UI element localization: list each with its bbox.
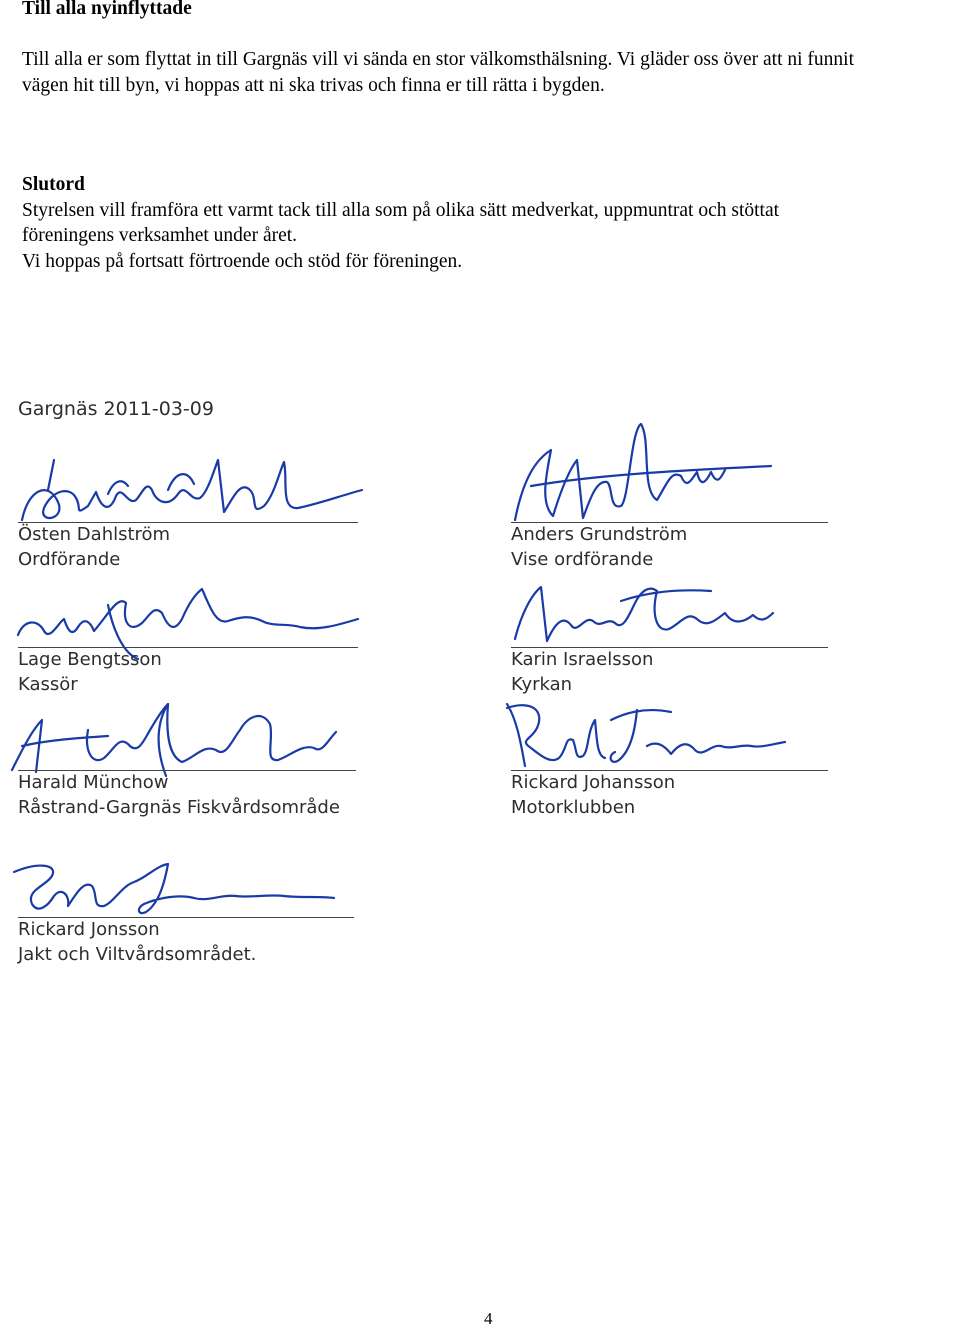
signer-role: Vise ordförande <box>511 549 654 570</box>
signature-block <box>511 450 828 575</box>
signature-block <box>511 575 828 700</box>
signer-role: Råstrand-Gargnäs Fiskvårdsområde <box>18 797 340 818</box>
handwritten-signature-icon <box>511 575 831 655</box>
signer-name: Harald Münchow <box>18 772 169 793</box>
signer-role: Kassör <box>18 674 78 695</box>
signature-line <box>18 770 356 771</box>
signature-line <box>511 770 828 771</box>
closing-line-3: Vi hoppas på fortsatt förtroende och stöd för föreningen. <box>22 250 463 272</box>
signer-name: Lage Bengtsson <box>18 649 162 670</box>
page-number: 4 <box>484 1309 493 1328</box>
handwritten-signature-icon <box>511 420 831 500</box>
welcome-paragraph <box>22 47 854 98</box>
signer-role: Ordförande <box>18 549 121 570</box>
closing-line-2: föreningens verksamhet under året. <box>22 225 298 246</box>
signature-block <box>18 575 358 700</box>
handwritten-signature-icon <box>18 450 378 530</box>
signer-name: Rickard Johansson <box>511 772 676 793</box>
signature-line <box>511 647 828 648</box>
place-date: Gargnäs 2011-03-09 <box>18 398 214 420</box>
signature-line <box>18 917 354 918</box>
closing-paragraph <box>22 172 779 274</box>
section-heading-closing: Slutord <box>22 174 85 195</box>
handwritten-signature-icon <box>18 700 378 780</box>
signature-line <box>18 522 358 523</box>
signer-name: Karin Israelsson <box>511 649 654 670</box>
signer-role: Jakt och Viltvårdsområdet. <box>18 944 257 965</box>
handwritten-signature-icon <box>18 846 378 926</box>
signature-block <box>511 700 828 825</box>
welcome-line-1: Till alla er som flyttat in till Gargnäs vill vi sända en stor välkomsthälsning. Vi gläder oss över att ni funnit <box>22 49 854 70</box>
closing-line-1: Styrelsen vill framföra ett varmt tack till alla som på olika sätt medverkat, uppmuntrat och stöttat <box>22 199 780 221</box>
handwritten-signature-icon <box>18 575 378 655</box>
signer-role: Motorklubben <box>511 797 636 818</box>
signature-block <box>18 846 354 971</box>
signature-block <box>18 450 358 575</box>
signer-role: Kyrkan <box>511 674 573 695</box>
signature-line <box>511 522 828 523</box>
signer-name: Östen Dahlström <box>18 524 171 545</box>
section-heading-welcome: Till alla nyinflyttade <box>22 0 192 19</box>
signer-name: Anders Grundström <box>511 524 688 545</box>
welcome-line-2: vägen hit till byn, vi hoppas att ni ska trivas och finna er till rätta i bygden. <box>22 74 605 96</box>
signature-block <box>18 700 356 825</box>
signature-line <box>18 647 358 648</box>
signer-name: Rickard Jonsson <box>18 919 160 940</box>
handwritten-signature-icon <box>511 700 831 780</box>
